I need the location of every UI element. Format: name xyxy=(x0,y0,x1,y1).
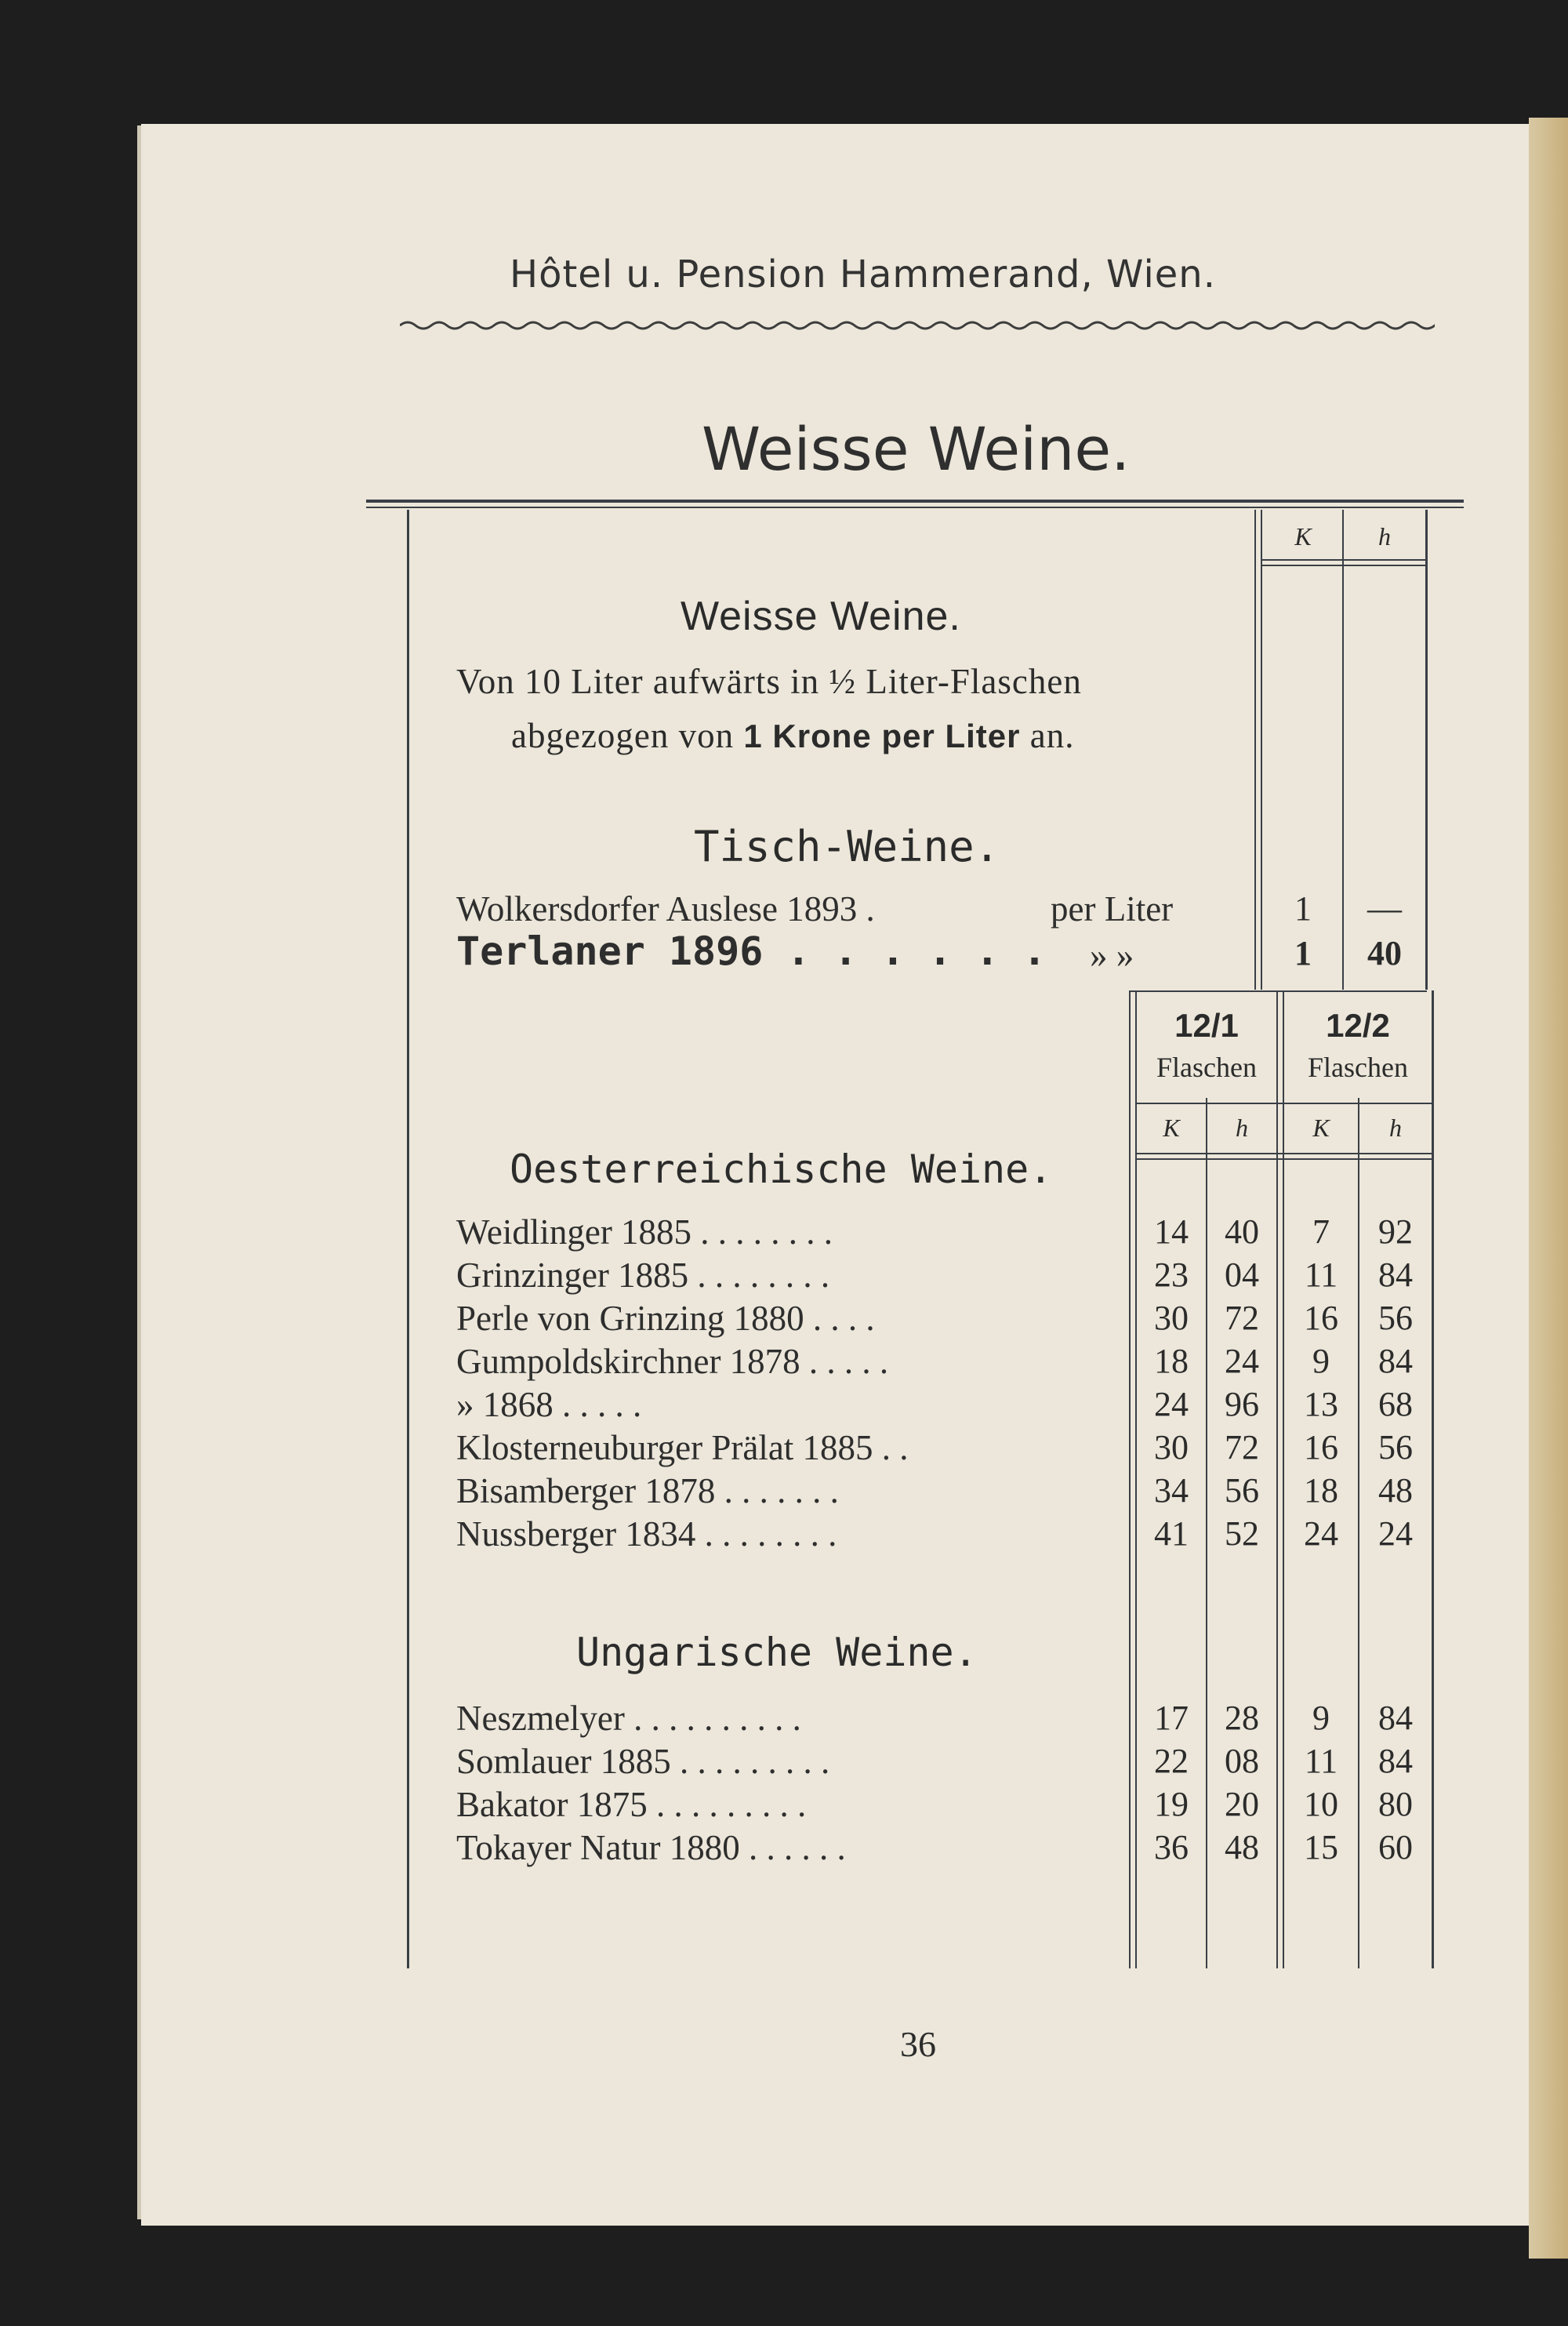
oesterreich-row-k2: 16 xyxy=(1304,1299,1338,1337)
ungarn-row-h2: 84 xyxy=(1378,1742,1413,1780)
oesterreich-row-h1: 52 xyxy=(1225,1514,1259,1553)
oesterreich-row-h2: 56 xyxy=(1378,1428,1413,1466)
ungarn-heading: Ungarische Weine. xyxy=(576,1630,978,1675)
bottle-top-rule xyxy=(1129,990,1427,992)
bottle-col-group-divider xyxy=(1276,990,1278,1968)
full-h-header: h xyxy=(1236,1114,1248,1142)
intro-line-2-pre: abgezogen von xyxy=(511,716,735,755)
full-bottle-label: Flaschen xyxy=(1156,1052,1257,1083)
oesterreich-row-name: Gumpoldskirchner 1878 . . . . . xyxy=(456,1342,889,1381)
ungarn-row-k1: 19 xyxy=(1154,1785,1189,1823)
tisch-row-1-k: 1 xyxy=(1294,889,1312,928)
ungarn-row-h1: 48 xyxy=(1225,1828,1259,1866)
oesterreich-row-k2: 9 xyxy=(1312,1342,1330,1380)
ungarn-row-name: Tokayer Natur 1880 . . . . . . xyxy=(456,1828,846,1867)
oesterreich-row-name: Nussberger 1834 . . . . . . . . xyxy=(456,1514,837,1554)
ungarn-row-k2: 10 xyxy=(1304,1785,1338,1823)
oesterreich-row-k1: 30 xyxy=(1154,1428,1189,1466)
oesterreich-row-k2: 7 xyxy=(1312,1212,1330,1251)
oesterreich-row-h1: 40 xyxy=(1225,1212,1259,1251)
intro-line-2-post: an. xyxy=(1029,716,1075,755)
oesterreich-row-k1: 23 xyxy=(1154,1256,1189,1294)
oesterreich-row-k2: 18 xyxy=(1304,1471,1338,1510)
ungarn-row-h1: 28 xyxy=(1225,1699,1259,1737)
tisch-row-2-k: 1 xyxy=(1294,934,1312,972)
page-fore-edge xyxy=(1529,118,1568,2259)
oesterreich-row-h2: 56 xyxy=(1378,1299,1413,1337)
top-col-header-rule2 xyxy=(1262,565,1425,566)
intro-line-1: Von 10 Liter aufwärts in ½ Liter-Flaschen xyxy=(456,662,1082,701)
title-rule xyxy=(366,500,1464,503)
ungarn-row-h2: 84 xyxy=(1378,1699,1413,1737)
wavy-rule xyxy=(400,318,1435,333)
title-rule-thin xyxy=(366,507,1464,508)
intro-heading: Weisse Weine. xyxy=(681,594,961,639)
oesterreich-row-k1: 30 xyxy=(1154,1299,1189,1337)
oesterreich-row-h1: 04 xyxy=(1225,1256,1259,1294)
oesterreich-row-k2: 16 xyxy=(1304,1428,1338,1466)
bottle-col-border-right xyxy=(1432,990,1434,1968)
oesterreich-row-k2: 13 xyxy=(1304,1385,1338,1423)
half-k-header: K xyxy=(1312,1114,1330,1142)
ungarn-row-k2: 11 xyxy=(1304,1742,1338,1780)
bottle-col-border-left xyxy=(1129,990,1131,1968)
oesterreich-row-name: Grinzinger 1885 . . . . . . . . xyxy=(456,1256,830,1295)
oesterreich-row-name: » 1868 . . . . . xyxy=(456,1385,642,1424)
tisch-row-2-unit: » » xyxy=(1090,936,1134,975)
top-col-header-rule xyxy=(1262,559,1425,561)
ungarn-row-h2: 80 xyxy=(1378,1785,1413,1823)
oesterreich-row-h2: 92 xyxy=(1378,1212,1413,1251)
ungarn-row-name: Bakator 1875 . . . . . . . . . xyxy=(456,1785,807,1824)
bottle-subheader-rule xyxy=(1137,1103,1432,1104)
oesterreich-row-name: Bisamberger 1878 . . . . . . . xyxy=(456,1471,839,1510)
top-col-h-header: h xyxy=(1378,522,1391,551)
oesterreich-row-name: Perle von Grinzing 1880 . . . . xyxy=(456,1299,875,1338)
oesterreich-heading: Oesterreichische Weine. xyxy=(510,1147,1053,1192)
ungarn-row-k2: 15 xyxy=(1304,1828,1338,1866)
page-title: Weisse Weine. xyxy=(702,414,1131,484)
ungarn-row-name: Somlauer 1885 . . . . . . . . . xyxy=(456,1742,830,1781)
oesterreich-row-h1: 96 xyxy=(1225,1385,1259,1423)
ungarn-row-h1: 20 xyxy=(1225,1785,1259,1823)
ungarn-row-k1: 17 xyxy=(1154,1699,1189,1737)
top-col-border-right xyxy=(1425,510,1428,990)
running-head: Hôtel u. Pension Hammerand, Wien. xyxy=(510,253,1216,296)
oesterreich-row-k1: 34 xyxy=(1154,1471,1189,1510)
tisch-row-1 xyxy=(456,889,875,929)
bottle-header-rule xyxy=(1137,1153,1432,1154)
ungarn-row-name: Neszmelyer . . . . . . . . . . xyxy=(456,1699,801,1738)
ungarn-row-k2: 9 xyxy=(1312,1699,1330,1737)
oesterreich-row-k1: 14 xyxy=(1154,1212,1189,1251)
half-bottle-size: 12/2 xyxy=(1326,1007,1390,1044)
full-k-header: K xyxy=(1163,1114,1180,1142)
full-bottle-size: 12/1 xyxy=(1174,1007,1239,1044)
oesterreich-row-h1: 72 xyxy=(1225,1299,1259,1337)
table-left-border xyxy=(407,510,409,1968)
oesterreich-row-h1: 72 xyxy=(1225,1428,1259,1466)
oesterreich-row-h1: 56 xyxy=(1225,1471,1259,1510)
tisch-row-2-name: Terlaner 1896 . . . . . . xyxy=(456,929,1047,974)
tisch-row-2-h: 40 xyxy=(1367,934,1402,972)
half-bottle-label: Flaschen xyxy=(1308,1052,1408,1083)
tisch-heading: Tisch-Weine. xyxy=(694,822,1000,871)
intro-line-2 xyxy=(511,715,1074,756)
page-number: 36 xyxy=(900,2024,936,2064)
bottle-header-rule2 xyxy=(1137,1158,1432,1160)
half-h-header: h xyxy=(1389,1114,1402,1142)
tisch-row-1-unit: per Liter xyxy=(1051,889,1174,929)
oesterreich-row-h2: 84 xyxy=(1378,1256,1413,1294)
oesterreich-row-h2: 68 xyxy=(1378,1385,1413,1423)
tisch-row-1-name: Wolkersdorfer Auslese 1893 . xyxy=(456,889,875,929)
oesterreich-row-h2: 48 xyxy=(1378,1471,1413,1510)
oesterreich-row-h2: 84 xyxy=(1378,1342,1413,1380)
oesterreich-row-k2: 11 xyxy=(1304,1256,1338,1294)
tisch-row-1-h: — xyxy=(1367,889,1402,928)
oesterreich-row-h1: 24 xyxy=(1225,1342,1259,1380)
oesterreich-row-name: Weidlinger 1885 . . . . . . . . xyxy=(456,1212,833,1252)
ungarn-row-h1: 08 xyxy=(1225,1742,1259,1780)
oesterreich-row-k2: 24 xyxy=(1304,1514,1338,1553)
top-col-border-left2 xyxy=(1261,510,1262,990)
ungarn-row-h2: 60 xyxy=(1378,1828,1413,1866)
top-col-k-header: K xyxy=(1294,522,1312,551)
ungarn-row-k1: 22 xyxy=(1154,1742,1189,1780)
ungarn-row-k1: 36 xyxy=(1154,1828,1189,1866)
oesterreich-row-k1: 18 xyxy=(1154,1342,1189,1380)
oesterreich-row-k1: 24 xyxy=(1154,1385,1189,1423)
oesterreich-row-h2: 24 xyxy=(1378,1514,1413,1553)
oesterreich-row-k1: 41 xyxy=(1154,1514,1189,1553)
oesterreich-row-name: Klosterneuburger Prälat 1885 . . xyxy=(456,1428,909,1467)
top-col-border-left xyxy=(1254,510,1256,990)
intro-line-2-bold: 1 Krone per Liter xyxy=(743,718,1021,754)
